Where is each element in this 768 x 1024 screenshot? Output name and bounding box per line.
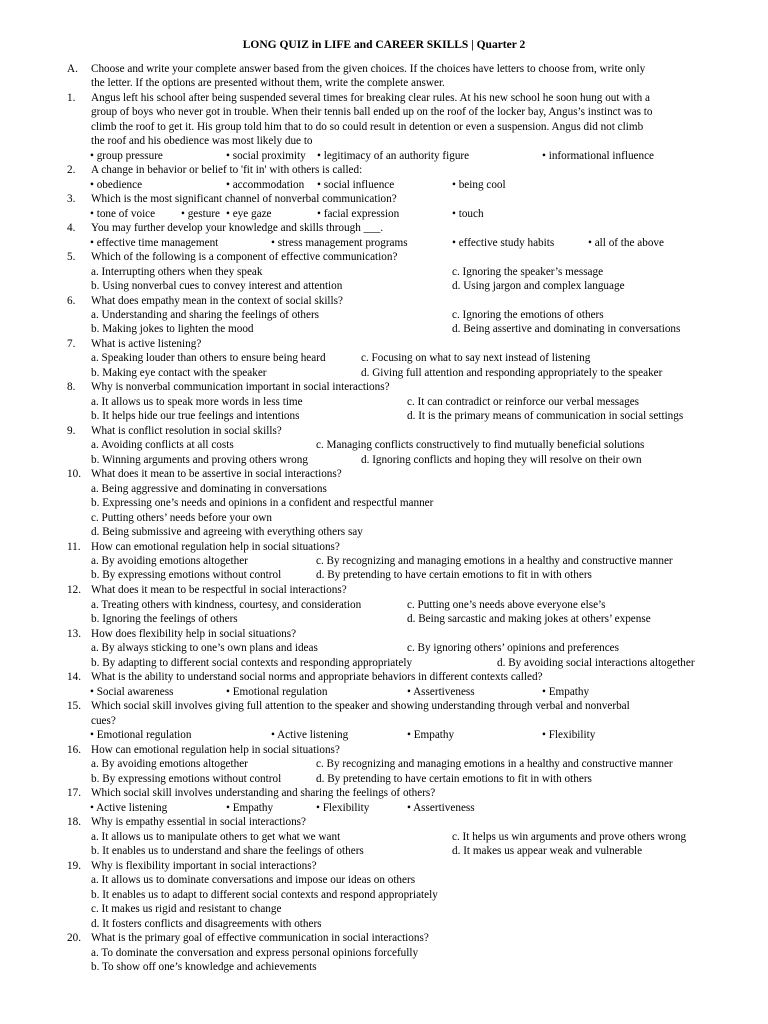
option[interactable]: • Emotional regulation xyxy=(226,686,328,698)
option-d[interactable]: d. It is the primary means of communication in social settings xyxy=(407,410,684,422)
question-stem: What does it mean to be assertive in social interactions? xyxy=(91,468,342,480)
question-number: 15. xyxy=(67,700,81,712)
question-number: 13. xyxy=(67,628,81,640)
option-c[interactable]: c. By recognizing and managing emotions in a healthy and constructive manner xyxy=(316,555,673,567)
question-stem: A change in behavior or belief to 'fit in' with others is called: xyxy=(91,164,363,176)
option-a[interactable]: a. Avoiding conflicts at all costs xyxy=(91,439,234,451)
option[interactable]: • Empathy xyxy=(226,802,274,814)
question-stem: What is active listening? xyxy=(91,338,202,350)
option-c[interactable]: c. Focusing on what to say next instead of listening xyxy=(361,352,591,364)
option-b[interactable]: b. Using nonverbal cues to convey interest and attention xyxy=(91,280,343,292)
option[interactable]: • Emotional regulation xyxy=(90,729,192,741)
option-d[interactable]: d. By avoiding social interactions altogether xyxy=(497,657,695,669)
option[interactable]: • Active listening xyxy=(90,802,168,814)
option[interactable]: • group pressure xyxy=(90,150,163,162)
question-stem: Why is flexibility important in social interactions? xyxy=(91,860,317,872)
question-number: 2. xyxy=(67,164,76,176)
option-b[interactable]: b. By expressing emotions without control xyxy=(91,569,282,581)
option[interactable]: • accommodation xyxy=(226,179,305,191)
option-b[interactable]: b. It enables us to understand and share the feelings of others xyxy=(91,845,364,857)
question-number: 10. xyxy=(67,468,81,480)
option-d[interactable]: d. Being submissive and agreeing with everything others say xyxy=(91,526,363,538)
question-stem: What is conflict resolution in social skills? xyxy=(91,425,282,437)
option[interactable]: • touch xyxy=(452,208,484,220)
option-b[interactable]: b. Making eye contact with the speaker xyxy=(91,367,267,379)
instruction-text: Choose and write your complete answer based from the given choices. If the choices have letters to choose from, write only xyxy=(91,63,646,75)
option-a[interactable]: a. It allows us to dominate conversations and impose our ideas on others xyxy=(91,874,416,886)
option-d[interactable]: d. Being assertive and dominating in conversations xyxy=(452,323,681,335)
option-b[interactable]: b. By expressing emotions without control xyxy=(91,773,282,785)
option-b[interactable]: b. Ignoring the feelings of others xyxy=(91,613,238,625)
option-a[interactable]: a. By avoiding emotions altogether xyxy=(91,758,248,770)
option-b[interactable]: b. Winning arguments and proving others wrong xyxy=(91,454,308,466)
option-a[interactable]: a. It allows us to speak more words in less time xyxy=(91,396,303,408)
option[interactable]: • social influence xyxy=(317,179,395,191)
instruction-label: A. xyxy=(67,63,78,75)
question-number: 17. xyxy=(67,787,81,799)
question-number: 5. xyxy=(67,251,76,263)
option[interactable]: • Flexibility xyxy=(316,802,370,814)
option-a[interactable]: a. Being aggressive and dominating in conversations xyxy=(91,483,327,495)
question-number: 6. xyxy=(67,295,76,307)
question-number: 20. xyxy=(67,932,81,944)
option[interactable]: • Assertiveness xyxy=(407,686,475,698)
option-c[interactable]: c. Putting one’s needs above everyone else’s xyxy=(407,599,606,611)
option-a[interactable]: a. Treating others with kindness, courtesy, and consideration xyxy=(91,599,362,611)
instruction-text: the letter. If the options are presented without them, write the complete answer. xyxy=(91,77,445,89)
question-stem: What does empathy mean in the context of social skills? xyxy=(91,295,343,307)
option-b[interactable]: b. It enables us to adapt to different social contexts and respond appropriately xyxy=(91,889,438,901)
quiz-title: LONG QUIZ in LIFE and CAREER SKILLS | Quarter 2 xyxy=(242,39,526,51)
option-a[interactable]: a. By avoiding emotions altogether xyxy=(91,555,248,567)
option-d[interactable]: d. Using jargon and complex language xyxy=(452,280,625,292)
question-stem: Which is the most significant channel of nonverbal communication? xyxy=(91,193,397,205)
option-b[interactable]: b. To show off one’s knowledge and achievements xyxy=(91,961,317,973)
question-stem: cues? xyxy=(91,715,116,727)
option[interactable]: • stress management programs xyxy=(271,237,408,249)
option-a[interactable]: a. By always sticking to one’s own plans and ideas xyxy=(91,642,318,654)
option[interactable]: • Social awareness xyxy=(90,686,174,698)
question-number: 18. xyxy=(67,816,81,828)
question-stem: How does flexibility help in social situations? xyxy=(91,628,297,640)
option[interactable]: • social proximity xyxy=(226,150,306,162)
option-c[interactable]: c. By recognizing and managing emotions in a healthy and constructive manner xyxy=(316,758,673,770)
option[interactable]: • all of the above xyxy=(588,237,664,249)
option-c[interactable]: c. Putting others’ needs before your own xyxy=(91,512,272,524)
option-b[interactable]: b. Making jokes to lighten the mood xyxy=(91,323,254,335)
question-stem: What does it mean to be respectful in social interactions? xyxy=(91,584,347,596)
option-d[interactable]: d. Giving full attention and responding appropriately to the speaker xyxy=(361,367,663,379)
question-stem: Which of the following is a component of effective communication? xyxy=(91,251,398,263)
question-number: 4. xyxy=(67,222,76,234)
option-c[interactable]: c. By ignoring others’ opinions and preferences xyxy=(407,642,619,654)
question-stem: What is the primary goal of effective communication in social interactions? xyxy=(91,932,429,944)
option[interactable]: • legitimacy of an authority figure xyxy=(317,150,470,162)
question-stem: climb the roof to get it. His group told him that to do so could result in detention or even a suspension. Angus did not climb xyxy=(91,121,644,133)
question-number: 1. xyxy=(67,92,76,104)
option[interactable]: • Empathy xyxy=(407,729,455,741)
question-stem: What is the ability to understand social norms and appropriate behaviors in different contexts called? xyxy=(91,671,543,683)
question-stem: Why is empathy essential in social interactions? xyxy=(91,816,306,828)
option[interactable]: • informational influence xyxy=(542,150,655,162)
question-number: 3. xyxy=(67,193,76,205)
option-d[interactable]: d. By pretending to have certain emotions to fit in with others xyxy=(316,569,592,581)
question-stem: You may further develop your knowledge and skills through ___. xyxy=(91,222,384,234)
question-stem: Which social skill involves understanding and sharing the feelings of others? xyxy=(91,787,436,799)
question-stem: How can emotional regulation help in social situations? xyxy=(91,541,340,553)
option[interactable]: • effective study habits xyxy=(452,237,555,249)
option-d[interactable]: d. Ignoring conflicts and hoping they will resolve on their own xyxy=(361,454,642,466)
option-a[interactable]: a. Understanding and sharing the feelings of others xyxy=(91,309,320,321)
question-number: 9. xyxy=(67,425,76,437)
question-stem: Angus left his school after being suspended several times for breaking clear rules. At his new school he soon hung out with a xyxy=(91,92,650,104)
option-c[interactable]: c. Managing conflicts constructively to find mutually beneficial solutions xyxy=(316,439,645,451)
option-a[interactable]: a. It allows us to manipulate others to get what we want xyxy=(91,831,341,843)
option-a[interactable]: a. To dominate the conversation and express personal opinions forcefully xyxy=(91,947,419,959)
option-c[interactable]: c. It can contradict or reinforce our verbal messages xyxy=(407,396,640,408)
option[interactable]: • facial expression xyxy=(317,208,400,220)
question-number: 11. xyxy=(67,541,81,553)
question-stem: Why is nonverbal communication important in social interactions? xyxy=(91,381,390,393)
question-stem: the roof and his obedience was most likely due to xyxy=(91,135,313,147)
option[interactable]: • Active listening xyxy=(271,729,349,741)
question-number: 14. xyxy=(67,671,81,683)
option[interactable]: • gesture xyxy=(181,208,221,220)
option[interactable]: • Assertiveness xyxy=(407,802,475,814)
option-a[interactable]: a. Speaking louder than others to ensure being heard xyxy=(91,352,326,364)
option-b[interactable]: b. By adapting to different social contexts and responding appropriately xyxy=(91,657,413,669)
option[interactable]: • Empathy xyxy=(542,686,590,698)
option[interactable]: • effective time management xyxy=(90,237,219,249)
question-stem: group of boys who never got in trouble. When their tennis ball ended up on the roof of the locker bay, Angus’s instinct was to xyxy=(91,106,653,118)
option[interactable]: • tone of voice xyxy=(90,208,156,220)
question-number: 7. xyxy=(67,338,76,350)
question-number: 16. xyxy=(67,744,81,756)
option[interactable]: • Flexibility xyxy=(542,729,596,741)
question-stem: How can emotional regulation help in social situations? xyxy=(91,744,340,756)
option[interactable]: • being cool xyxy=(452,179,506,191)
option-b[interactable]: b. Expressing one’s needs and opinions in a confident and respectful manner xyxy=(91,497,434,509)
option-d[interactable]: d. It makes us appear weak and vulnerable xyxy=(452,845,643,857)
option-c[interactable]: c. It helps us win arguments and prove others wrong xyxy=(452,831,687,843)
option-c[interactable]: c. Ignoring the emotions of others xyxy=(452,309,604,321)
question-number: 8. xyxy=(67,381,76,393)
question-stem: Which social skill involves giving full attention to the speaker and showing understanding through verbal and nonverbal xyxy=(91,700,630,712)
option-d[interactable]: d. Being sarcastic and making jokes at others’ expense xyxy=(407,613,651,625)
question-number: 12. xyxy=(67,584,81,596)
option-d[interactable]: d. It fosters conflicts and disagreements with others xyxy=(91,918,322,930)
option-a[interactable]: a. Interrupting others when they speak xyxy=(91,266,263,278)
option-c[interactable]: c. Ignoring the speaker’s message xyxy=(452,266,604,278)
option[interactable]: • obedience xyxy=(90,179,143,191)
question-number: 19. xyxy=(67,860,81,872)
option[interactable]: • eye gaze xyxy=(226,208,272,220)
option-c[interactable]: c. It makes us rigid and resistant to change xyxy=(91,903,282,915)
option-b[interactable]: b. It helps hide our true feelings and intentions xyxy=(91,410,300,422)
option-d[interactable]: d. By pretending to have certain emotions to fit in with others xyxy=(316,773,592,785)
